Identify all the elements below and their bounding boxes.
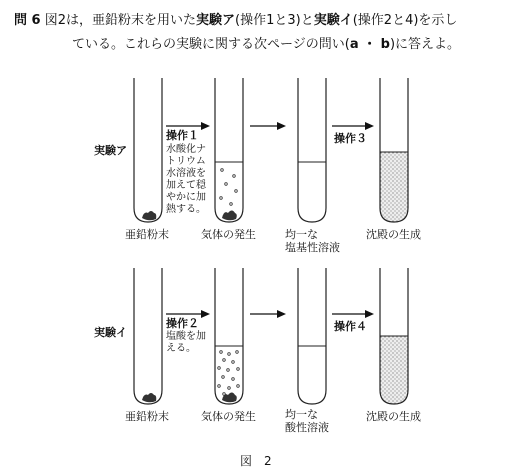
operation-2-title: 操作２: [166, 317, 199, 330]
row-a-tube-3: [298, 78, 326, 222]
zinc-powder: [222, 393, 237, 403]
conjunction: と: [300, 13, 314, 28]
question-parts: a ・ b: [349, 37, 390, 52]
experiment-a-ref: 実験ア: [196, 13, 236, 28]
tube-label-basic-solution: 均一な 塩基性溶液: [285, 228, 340, 254]
operation-3-title: 操作３: [334, 132, 367, 145]
question-number: 問 6: [14, 13, 41, 28]
zinc-powder: [222, 211, 237, 221]
tube-label-gas: 気体の発生: [201, 410, 256, 423]
tube-label-precipitate: 沈殿の生成: [366, 228, 421, 241]
operation-a-ref: (操作1と3): [235, 13, 301, 28]
question-text-tail: を示し: [418, 13, 458, 28]
question-line-2-text: ている。これらの実験に関する次ページの問い(: [72, 37, 350, 52]
row-i-tube-1: [134, 268, 162, 404]
row-a-tube-4: [380, 78, 408, 222]
row-a-tube-2: [215, 78, 243, 222]
zinc-powder: [142, 211, 156, 220]
operation-1-description: 水酸化ナ トリウム 水溶液を 加えて穏 やかに加 熱する。: [166, 144, 206, 215]
operation-i-ref: (操作2と4): [352, 13, 419, 28]
tube-label-precipitate: 沈殿の生成: [366, 410, 421, 423]
tube-label-zinc-powder: 亜鉛粉末: [125, 410, 169, 423]
tube-label-zinc-powder: 亜鉛粉末: [125, 228, 169, 241]
operation-1-title: 操作１: [166, 129, 199, 142]
experiment-a-label: 実験ア: [94, 144, 127, 157]
tube-label-gas: 気体の発生: [201, 228, 256, 241]
operation-2-description: 塩酸を加 える。: [166, 331, 206, 354]
row-i-tube-2: [215, 268, 243, 404]
zinc-powder: [142, 393, 156, 402]
gas-bubbles: [218, 351, 240, 396]
question-line-2-end: )に答えよ。: [389, 37, 461, 52]
operation-4-title: 操作４: [334, 320, 367, 333]
row-i-tube-4: [380, 268, 408, 404]
figure-caption: 図 2: [240, 454, 272, 468]
row-i-tube-3: [298, 268, 326, 404]
tube-label-acidic-solution: 均一な 酸性溶液: [285, 408, 329, 434]
gas-bubbles: [220, 169, 238, 206]
experiment-i-label: 実験イ: [94, 326, 127, 339]
experiment-i-ref: 実験イ: [313, 13, 353, 28]
row-a-tube-1: [134, 78, 162, 222]
question-text: 図2は，亜鉛粉末を用いた: [44, 13, 196, 28]
